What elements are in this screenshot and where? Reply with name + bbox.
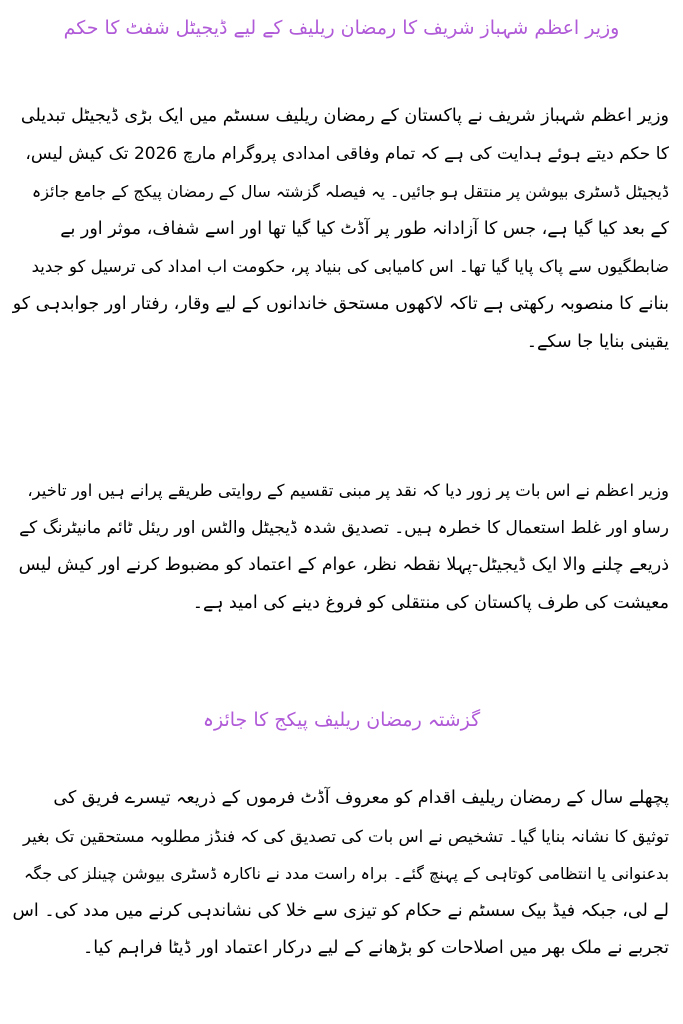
paragraph-3-line-4: لے لی، جبکہ فیڈ بیک سسٹم نے حکام کو تیزی سے خلا کی نشاندہی کرنے میں مدد کی۔ اس [12,900,669,921]
paragraph-1-line-2: کا حکم دیتے ہوئے ہدایت کی ہے کہ تمام وفاقی امدادی پروگرام مارچ 2026 تک کیش لیس، [25,143,669,164]
paragraph-3-line-2: توثیق کا نشانہ بنایا گیا۔ تشخیص نے اس بات کی تصدیق کی کہ فنڈز مطلوبہ مستحقین تک بغیر [23,826,669,846]
section-heading: گزشتہ رمضان ریلیف پیکج کا جائزہ [202,709,481,731]
paragraph-1-line-1: وزیر اعظم شہباز شریف نے پاکستان کے رمضان ریلیف سسٹم میں ایک بڑی ڈیجیٹل تبدیلی [20,106,669,126]
paragraph-2 [14,472,669,622]
paragraph-1-line-3: ڈیجیٹل ڈسٹری بیوشن پر منتقل ہو جائیں۔ یہ فیصلہ گزشتہ سال کے رمضان پیکج کے جامع جائزہ [31,182,669,202]
paragraph-1-line-7: یقینی بنایا جا سکے۔ [526,331,669,352]
paragraph-2-line-4: معیشت کی طرف پاکستان کی منتقلی کو فروغ دینے کی امید ہے۔ [192,592,669,613]
paragraph-1-line-4: کے بعد کیا گیا ہے، جس کا آزادانہ طور پر آڈٹ کیا گیا تھا اور اسے شفاف، موثر اور بے [60,218,669,239]
paragraph-1 [14,98,669,361]
paragraph-3-line-3: بدعنوانی یا انتظامی کوتاہی کے پہنچ گئے۔ براہ راست مدد نے ناکارہ ڈسٹری بیوشن چینلز کی جگہ [24,864,669,884]
paragraph-2-line-1: وزیر اعظم نے اس بات پر زور دیا کہ نقد پر مبنی تقسیم کے روایتی طریقے پرانے ہیں اور تاخیر، [27,481,669,500]
paragraph-3-line-5: تجربے نے ملک بھر میں اصلاحات کو بڑھانے کے لیے درکار اعتماد اور ڈیٹا فراہم کیا۔ [83,938,669,959]
paragraph-2-line-2: رساو اور غلط استعمال کا خطرہ ہیں۔ تصدیق شدہ ڈیجیٹل والٹس اور ریئل ٹائم مانیٹرنگ کے [19,517,669,538]
paragraph-3-line-1: پچھلے سال کے رمضان ریلیف اقدام کو معروف آڈٹ فرموں کے ذریعہ تیسرے فریق کی [53,788,669,808]
paragraph-1-line-6: بنانے کا منصوبہ رکھتی ہے تاکہ لاکھوں مستحق خاندانوں کے لیے وقار، رفتار اور جوابدہی کو [12,293,669,314]
paragraph-2-line-3: ذریعے چلنے والا ایک ڈیجیٹل-پہلا نقطہ نظر، عوام کے اعتماد کو مضبوط کرنے اور کیش لیس [18,555,669,576]
paragraph-1-line-5: ضابطگیوں سے پاک پایا گیا تھا۔ اس کامیابی کی بنیاد پر، حکومت اب امداد کی ترسیل کو جدید [31,257,669,277]
article-title: وزیر اعظم شہباز شریف کا رمضان ریلیف کے لیے ڈیجیٹل شفٹ کا حکم [63,17,620,39]
paragraph-3 [14,780,669,968]
